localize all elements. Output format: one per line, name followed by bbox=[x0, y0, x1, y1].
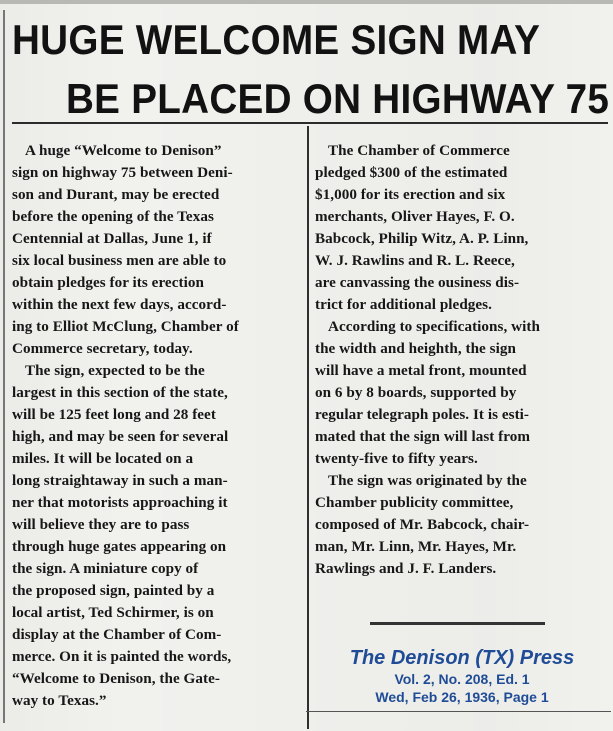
right-column-line: pledged $300 of the estimated bbox=[315, 164, 508, 181]
left-column-line: high, and may be seen for several bbox=[12, 428, 229, 445]
left-column-line: largest in this section of the state, bbox=[12, 384, 228, 401]
date-page-info: Wed, Feb 26, 1936, Page 1 bbox=[375, 689, 549, 705]
left-column-line: son and Durant, may be erected bbox=[12, 186, 220, 203]
right-article-column bbox=[315, 140, 606, 580]
right-column-line: man, Mr. Linn, Mr. Hayes, Mr. bbox=[315, 538, 517, 555]
headline-line-2: BE PLACED ON HIGHWAY 75 bbox=[66, 75, 610, 122]
left-column-line: within the next few days, accord- bbox=[12, 296, 227, 313]
left-article-column bbox=[12, 140, 302, 712]
headline-rule bbox=[12, 122, 608, 124]
newspaper-title: The Denison (TX) Press bbox=[349, 647, 575, 669]
right-column-line: trict for additional pledges. bbox=[315, 296, 492, 313]
right-column-line: Rawlings and J. F. Landers. bbox=[315, 560, 497, 577]
article-end-rule bbox=[370, 622, 545, 625]
left-column-line: six local business men are able to bbox=[12, 252, 227, 269]
left-column-line: will be 125 feet long and 28 feet bbox=[12, 406, 216, 423]
right-column-line: According to specifications, with bbox=[328, 318, 540, 335]
right-column-line: The Chamber of Commerce bbox=[328, 142, 510, 159]
right-column-line: W. J. Rawlins and R. L. Reece, bbox=[315, 252, 515, 269]
article-headline bbox=[12, 10, 608, 122]
right-column-line: will have a metal front, mounted bbox=[315, 362, 527, 379]
caption-bottom-rule bbox=[306, 711, 611, 712]
left-column-line: long straightaway in such a man- bbox=[12, 472, 228, 489]
right-column-line: Babcock, Philip Witz, A. P. Linn, bbox=[315, 230, 529, 247]
left-column-line: miles. It will be located on a bbox=[12, 450, 194, 467]
right-column-line: The sign was originated by the bbox=[328, 472, 527, 489]
right-column-line: composed of Mr. Babcock, chair- bbox=[315, 516, 530, 533]
left-column-line: obtain pledges for its erection bbox=[12, 274, 204, 291]
left-column-line: way to Texas.” bbox=[12, 692, 107, 709]
right-column-line: $1,000 for its erection and six bbox=[315, 186, 506, 203]
issue-info: Vol. 2, No. 208, Ed. 1 bbox=[394, 671, 530, 687]
left-column-line: through huge gates appearing on bbox=[12, 538, 227, 555]
headline-line-1: HUGE WELCOME SIGN MAY bbox=[12, 16, 541, 63]
left-column-line: Commerce secretary, today. bbox=[12, 340, 193, 357]
left-column-line: A huge “Welcome to Denison” bbox=[25, 142, 222, 159]
left-column-line: local artist, Ted Schirmer, is on bbox=[12, 604, 214, 621]
left-column-line: merce. On it is painted the words, bbox=[12, 648, 232, 665]
left-column-line: before the opening of the Texas bbox=[12, 208, 214, 225]
right-column-line: twenty-five to fifty years. bbox=[315, 450, 478, 467]
right-column-line: mated that the sign will last from bbox=[315, 428, 531, 445]
right-column-line: the width and heighth, the sign bbox=[315, 340, 516, 357]
scan-top-edge bbox=[0, 0, 613, 4]
column-divider bbox=[307, 126, 309, 729]
left-column-line: Centennial at Dallas, June 1, if bbox=[12, 230, 212, 247]
left-column-line: the proposed sign, painted by a bbox=[12, 582, 215, 599]
left-column-line: display at the Chamber of Com- bbox=[12, 626, 222, 643]
left-column-line: will believe they are to pass bbox=[12, 516, 190, 533]
left-column-line: the sign. A miniature copy of bbox=[12, 560, 199, 577]
left-column-line: The sign, expected to be the bbox=[25, 362, 205, 379]
right-column-line: regular telegraph poles. It is esti- bbox=[315, 406, 530, 423]
right-column-line: Chamber publicity committee, bbox=[315, 494, 514, 511]
left-column-rule bbox=[3, 10, 5, 723]
right-column-line: are canvassing the ousiness dis- bbox=[315, 274, 520, 291]
right-column-line: merchants, Oliver Hayes, F. O. bbox=[315, 208, 515, 225]
right-column-line: on 6 by 8 boards, supported by bbox=[315, 384, 517, 401]
left-column-line: “Welcome to Denison, the Gate- bbox=[12, 670, 220, 687]
left-column-line: ner that motorists approaching it bbox=[12, 494, 228, 511]
source-caption bbox=[315, 646, 609, 706]
left-column-line: sign on highway 75 between Deni- bbox=[12, 164, 233, 181]
left-column-line: ing to Elliot McClung, Chamber of bbox=[12, 318, 239, 335]
